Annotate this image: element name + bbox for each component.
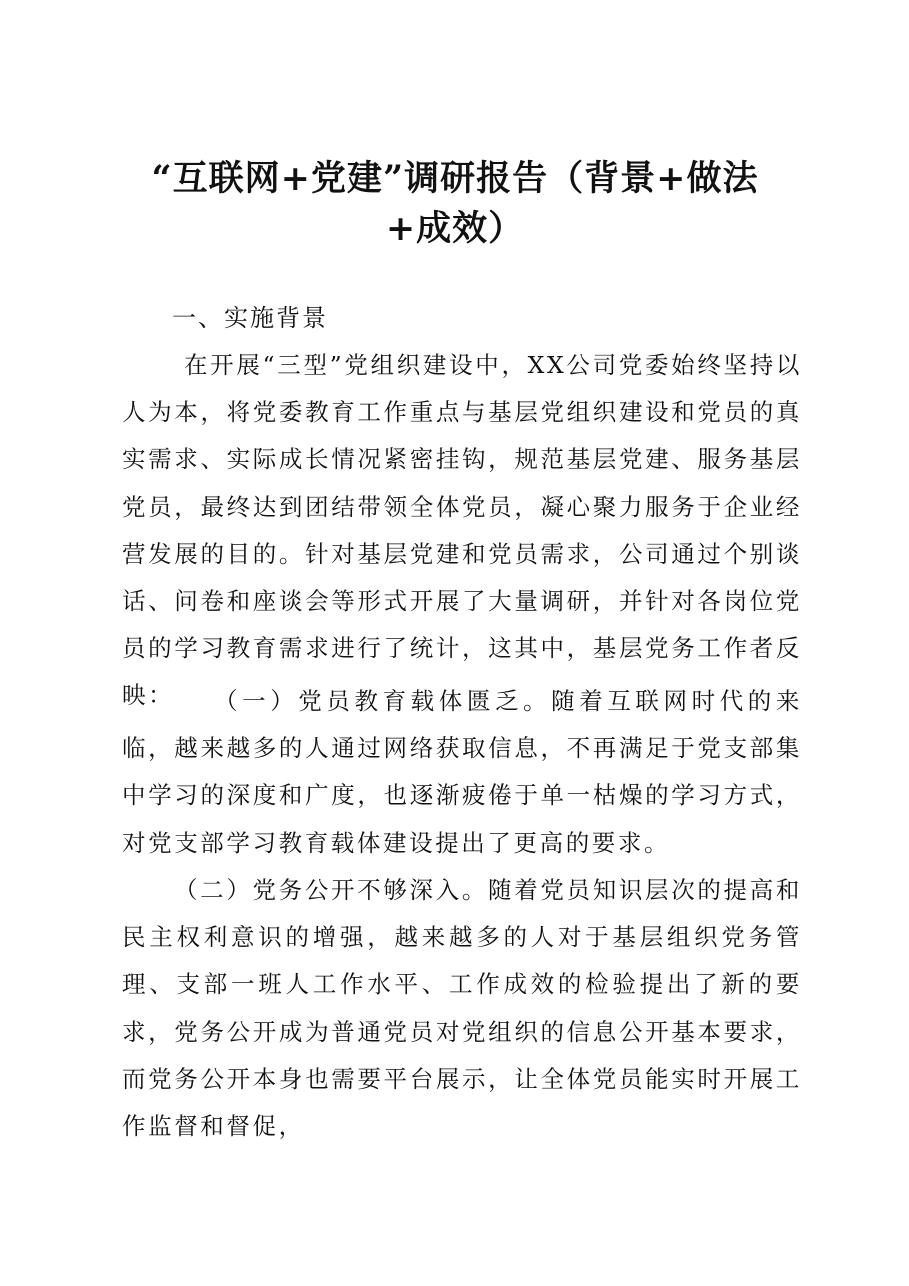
- document-title: “互联网+党建”调研报告（背景+做法+成效）: [151, 158, 759, 249]
- paragraph-background: 在开展“三型”党组织建设中，XX公司党委始终坚持以人为本，将党委教育工作重点与基层党组织建设和党员的真实需求、实际成长情况紧密挂钩，规范基层党建、服务基层党员，最终达到团结带领全体党员，凝心聚力服务于企业经营发展的目的。针对基层党建和党员需求，公司通过个别谈话、问卷和座谈会等形式开展了大量调研，并针对各岗位党员的学习教育需求进行了统计，这其中，基层党务工作者反映：: [122, 351, 802, 710]
- paragraph-point-two: （二）党务公开不够深入。随着党员知识层次的提高和民主权利意识的增强，越来越多的人对于基层组织党务管理、支部一班人工作水平、工作成效的检验提出了新的要求，党务公开成为普通党员对党组织的信息公开基本要求，而党务公开本身也需要平台展示，让全体党员能实时开展工作监督和督促，: [122, 876, 802, 1141]
- paragraph-point-one: （一）党员教育载体匮乏。随着互联网时代的来临，越来越多的人通过网络获取信息，不再满足于党支部集中学习的深度和广度，也逐渐疲倦于单一枯燥的学习方式，对党支部学习教育载体建设提出了更高的要求。: [122, 687, 802, 857]
- section-heading: 一、实施背景: [172, 304, 328, 332]
